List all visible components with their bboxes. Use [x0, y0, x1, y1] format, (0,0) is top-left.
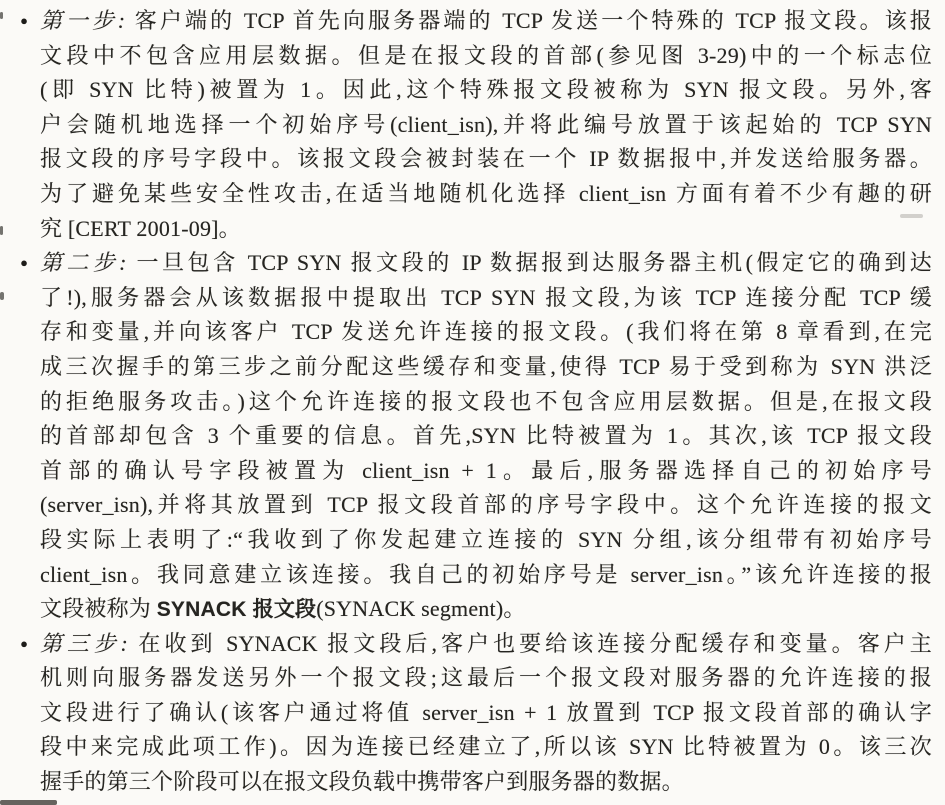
text-line	[40, 108, 932, 143]
text-run: 客户端的 TCP 首先向服务器端的 TCP 发送一个特殊的 TCP 报文段。该报	[126, 8, 932, 33]
text-line	[40, 142, 932, 177]
text-line	[40, 246, 932, 281]
list-item-step-2	[0, 246, 945, 627]
text-line	[40, 730, 932, 765]
text-run: 的首部却包含 3 个重要的信息。首先,SYN 比特被置为 1。其次,该 TCP 报文段	[40, 423, 932, 449]
text-run: (server_isn),并将其放置到 TCP 报文段首部的序号字段中。这个允许连接的报文	[40, 492, 932, 518]
text-run: 段中来完成此项工作)。因为连接已经建立了,所以该 SYN 比特被置为 0。该三次	[40, 734, 932, 760]
text-run: 存和变量,并向该客户 TCP 发送允许连接的报文段。(我们将在第 8 章看到,在完	[40, 319, 932, 345]
text-run: 的拒绝服务攻击。)这个允许连接的报文段也不包含应用层数据。但是,在报文段	[40, 388, 932, 414]
bullet-icon: ●	[20, 255, 28, 271]
text-run: 握手的第三个阶段可以在报文段负载中携带客户到服务器的数据。	[40, 769, 684, 795]
text-line	[40, 281, 932, 316]
list-item-step-1	[0, 4, 945, 246]
bullet-list	[0, 4, 945, 800]
text-run: 文段进行了确认(该客户通过将值 server_isn + 1 放置到 TCP 报文段首部的确认字	[40, 699, 932, 725]
step-label: 第一步:	[40, 8, 127, 33]
text-line	[40, 592, 932, 627]
bullet-text	[40, 4, 932, 246]
bullet-icon: ●	[20, 13, 28, 28]
text-run: 在收到 SYNACK 报文段后,客户也要给该连接分配缓存和变量。客户主	[128, 630, 932, 656]
text-run: 户会随机地选择一个初始序号(client_isn),并将此编号放置于该起始的 TCP SYN	[40, 111, 932, 137]
list-item-step-3	[0, 627, 945, 800]
text-line	[40, 177, 932, 212]
text-run: 究 [CERT 2001-09]。	[40, 215, 241, 241]
text-line	[40, 627, 932, 662]
step-label: 第二步:	[40, 250, 128, 276]
text-line	[40, 39, 932, 74]
text-run: 了!),服务器会从该数据报中提取出 TCP SYN 报文段,为该 TCP 连接分配 TCP 缓	[40, 284, 932, 310]
bullet-text	[40, 246, 932, 627]
text-run: 报文段的序号字段中。该报文段会被封装在一个 IP 数据报中,并发送给服务器。	[40, 146, 932, 172]
text-run: (即 SYN 比特)被置为 1。因此,这个特殊报文段被称为 SYN 报文段。另外,客	[40, 77, 932, 103]
scan-artifact	[0, 800, 57, 805]
text-run: 成三次握手的第三步之前分配这些缓存和变量,使得 TCP 易于受到称为 SYN 洪泛	[40, 353, 932, 379]
step-label: 第三步:	[40, 630, 129, 656]
text-line	[40, 315, 932, 350]
text-line	[40, 350, 932, 385]
text-line	[40, 558, 932, 593]
text-line	[40, 73, 932, 108]
text-line	[40, 212, 932, 247]
text-run: 文段中不包含应用层数据。但是在报文段的首部(参见图 3-29)中的一个标志位	[40, 42, 932, 68]
text-run: 为了避免某些安全性攻击,在适当地随机化选择 client_isn 方面有着不少有趣的研	[40, 180, 932, 206]
text-line	[40, 419, 932, 454]
text-run: (SYNACK segment)。	[316, 596, 526, 622]
bold-term: SYNACK 报文段	[156, 598, 317, 622]
text-run: 一旦包含 TCP SYN 报文段的 IP 数据报到达服务器主机(假定它的确到达	[127, 250, 932, 276]
text-line	[40, 661, 932, 696]
text-run: client_isn。我同意建立该连接。我自己的初始序号是 server_isn。”该允许连接的报	[40, 561, 932, 587]
text-line	[40, 385, 932, 420]
text-run: 文段被称为	[40, 596, 157, 622]
text-run: 机则向服务器发送另外一个报文段;这最后一个报文段对服务器的允许连接的报	[40, 665, 932, 691]
text-line	[40, 696, 932, 731]
text-line	[40, 765, 932, 800]
text-line	[40, 523, 932, 558]
bullet-text	[40, 627, 932, 800]
bullet-icon: ●	[20, 635, 28, 651]
text-line	[40, 488, 932, 523]
text-line	[40, 4, 932, 39]
text-line	[40, 454, 932, 489]
text-run: 段实际上表明了:“我收到了你发起建立连接的 SYN 分组,该分组带有初始序号	[40, 526, 932, 552]
text-run: 首部的确认号字段被置为 client_isn + 1。最后,服务器选择自己的初始序号	[40, 457, 932, 483]
